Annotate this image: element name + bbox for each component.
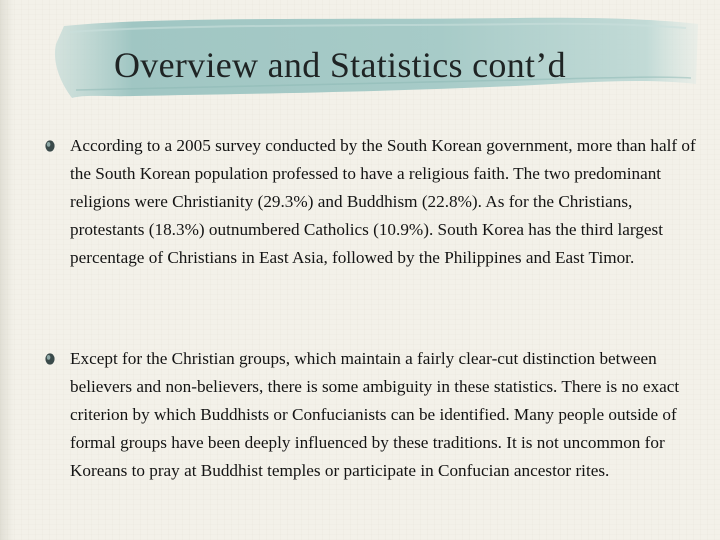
paper-edge-shading bbox=[0, 0, 14, 540]
slide-title: Overview and Statistics cont’d bbox=[114, 45, 566, 85]
bullet-icon bbox=[44, 139, 56, 153]
bullet-text: Except for the Christian groups, which maintain a fairly clear-cut distinction between believers and non-believers, there is some ambiguity in these statistics. There is no exact criterion by which Buddhists or Confucianists can be identified. Many people outside of formal groups have been deeply influenced by these traditions. It is not uncommon for Koreans to pray at Buddhist temples or participate in Confucian ancestor rites. bbox=[70, 349, 680, 480]
bullet-icon bbox=[44, 352, 56, 366]
bullet-text: According to a 2005 survey conducted by the South Korean government, more than half of the South Korean population professed to have a religious faith. The two predominant religions were Christianity (29.3%) and Buddhism (22.8%). As for the Christians, protestants (18.3%) outnumbered Catholics (10.9%). South Korea has the third largest percentage of Christians in East Asia, followed by the Philippines and East Timor. bbox=[70, 136, 696, 267]
